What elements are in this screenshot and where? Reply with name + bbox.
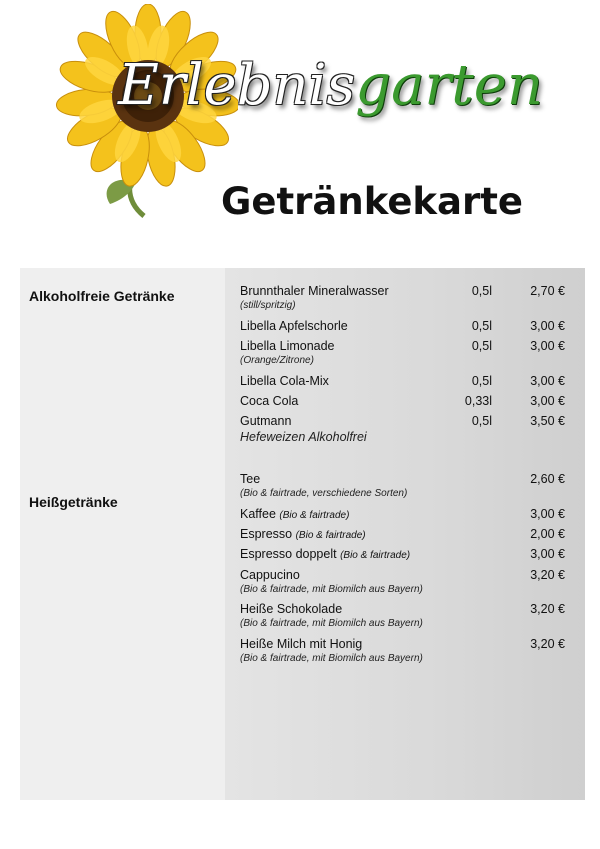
- item-note: (Orange/Zitrone): [240, 355, 314, 366]
- item-size: 0,5l: [471, 414, 492, 428]
- item-price: 3,50 €: [530, 414, 565, 428]
- item-name: Libella Apfelschorle: [240, 319, 348, 333]
- category-label-heissgetraenke: Heißgetränke: [29, 494, 118, 510]
- menu-item: [240, 547, 565, 563]
- menu-item: [240, 319, 565, 334]
- item-size: 0,33l: [464, 394, 492, 408]
- item-note: (Bio & fairtrade): [279, 510, 350, 521]
- item-name: Libella Cola-Mix: [240, 374, 329, 388]
- item-price: 2,70 €: [530, 284, 565, 298]
- item-name: Brunnthaler Mineralwasser: [240, 284, 389, 298]
- item-name: [240, 507, 565, 523]
- item-note: (Bio & fairtrade, mit Biomilch aus Bayern): [240, 584, 423, 595]
- logo-wordmark: [118, 53, 543, 118]
- menu-item: [240, 637, 565, 665]
- category-column: [20, 268, 225, 800]
- logo-part-garten: garten: [355, 53, 543, 118]
- item-name: Heiße Milch mit Honig: [240, 637, 363, 651]
- item-name: [240, 547, 565, 563]
- item-price: 3,20 €: [530, 637, 565, 651]
- item-price: 2,00 €: [530, 527, 565, 541]
- item-price: 3,00 €: [530, 319, 565, 333]
- menu-item: [240, 527, 565, 543]
- item-name: Tee: [240, 472, 261, 486]
- item-name: Heiße Schokolade: [240, 602, 343, 616]
- category-label-alkoholfrei: Alkoholfreie Getränke: [29, 288, 175, 304]
- item-note: (Bio & fairtrade, mit Biomilch aus Bayern): [240, 653, 423, 664]
- item-name-text: Kaffee: [240, 507, 276, 521]
- logo-part-erlebnis: Erlebnis: [118, 53, 356, 118]
- item-name-text: Espresso doppelt: [240, 547, 337, 561]
- item-size: 0,5l: [471, 284, 492, 298]
- item-note: (Bio & fairtrade): [295, 530, 366, 541]
- item-name: Coca Cola: [240, 394, 299, 408]
- menu-item: [240, 394, 565, 409]
- header: [0, 0, 600, 260]
- item-price: 3,00 €: [530, 547, 565, 561]
- menu-item: [240, 472, 565, 500]
- item-name: [240, 527, 565, 543]
- menu-item: [240, 568, 565, 596]
- menu-item: [240, 284, 565, 312]
- menu-item: [240, 374, 565, 389]
- menu-item: [240, 339, 565, 367]
- item-size: 0,5l: [471, 339, 492, 353]
- item-price: 3,00 €: [530, 507, 565, 521]
- item-note: (still/spritzig): [240, 300, 296, 311]
- item-price: 3,20 €: [530, 568, 565, 582]
- item-size: 0,5l: [471, 319, 492, 333]
- menu-item: [240, 414, 565, 445]
- menu-item: [240, 507, 565, 523]
- item-name: Libella Limonade: [240, 339, 335, 353]
- item-note: Hefeweizen Alkoholfrei: [240, 430, 367, 444]
- item-name: Cappucino: [240, 568, 300, 582]
- menu-item: [240, 602, 565, 630]
- drinks-menu: [20, 268, 585, 800]
- item-price: 3,00 €: [530, 374, 565, 388]
- item-note: (Bio & fairtrade): [340, 550, 411, 561]
- item-name-text: Espresso: [240, 527, 293, 541]
- page-title: Getränkekarte: [221, 180, 524, 223]
- item-price: 2,60 €: [530, 472, 565, 486]
- item-price: 3,00 €: [530, 339, 565, 353]
- item-note: (Bio & fairtrade, verschiedene Sorten): [240, 488, 408, 499]
- item-price: 3,00 €: [530, 394, 565, 408]
- item-size: 0,5l: [471, 374, 492, 388]
- item-price: 3,20 €: [530, 602, 565, 616]
- item-note: (Bio & fairtrade, mit Biomilch aus Bayern): [240, 618, 423, 629]
- item-name: Gutmann: [240, 414, 292, 428]
